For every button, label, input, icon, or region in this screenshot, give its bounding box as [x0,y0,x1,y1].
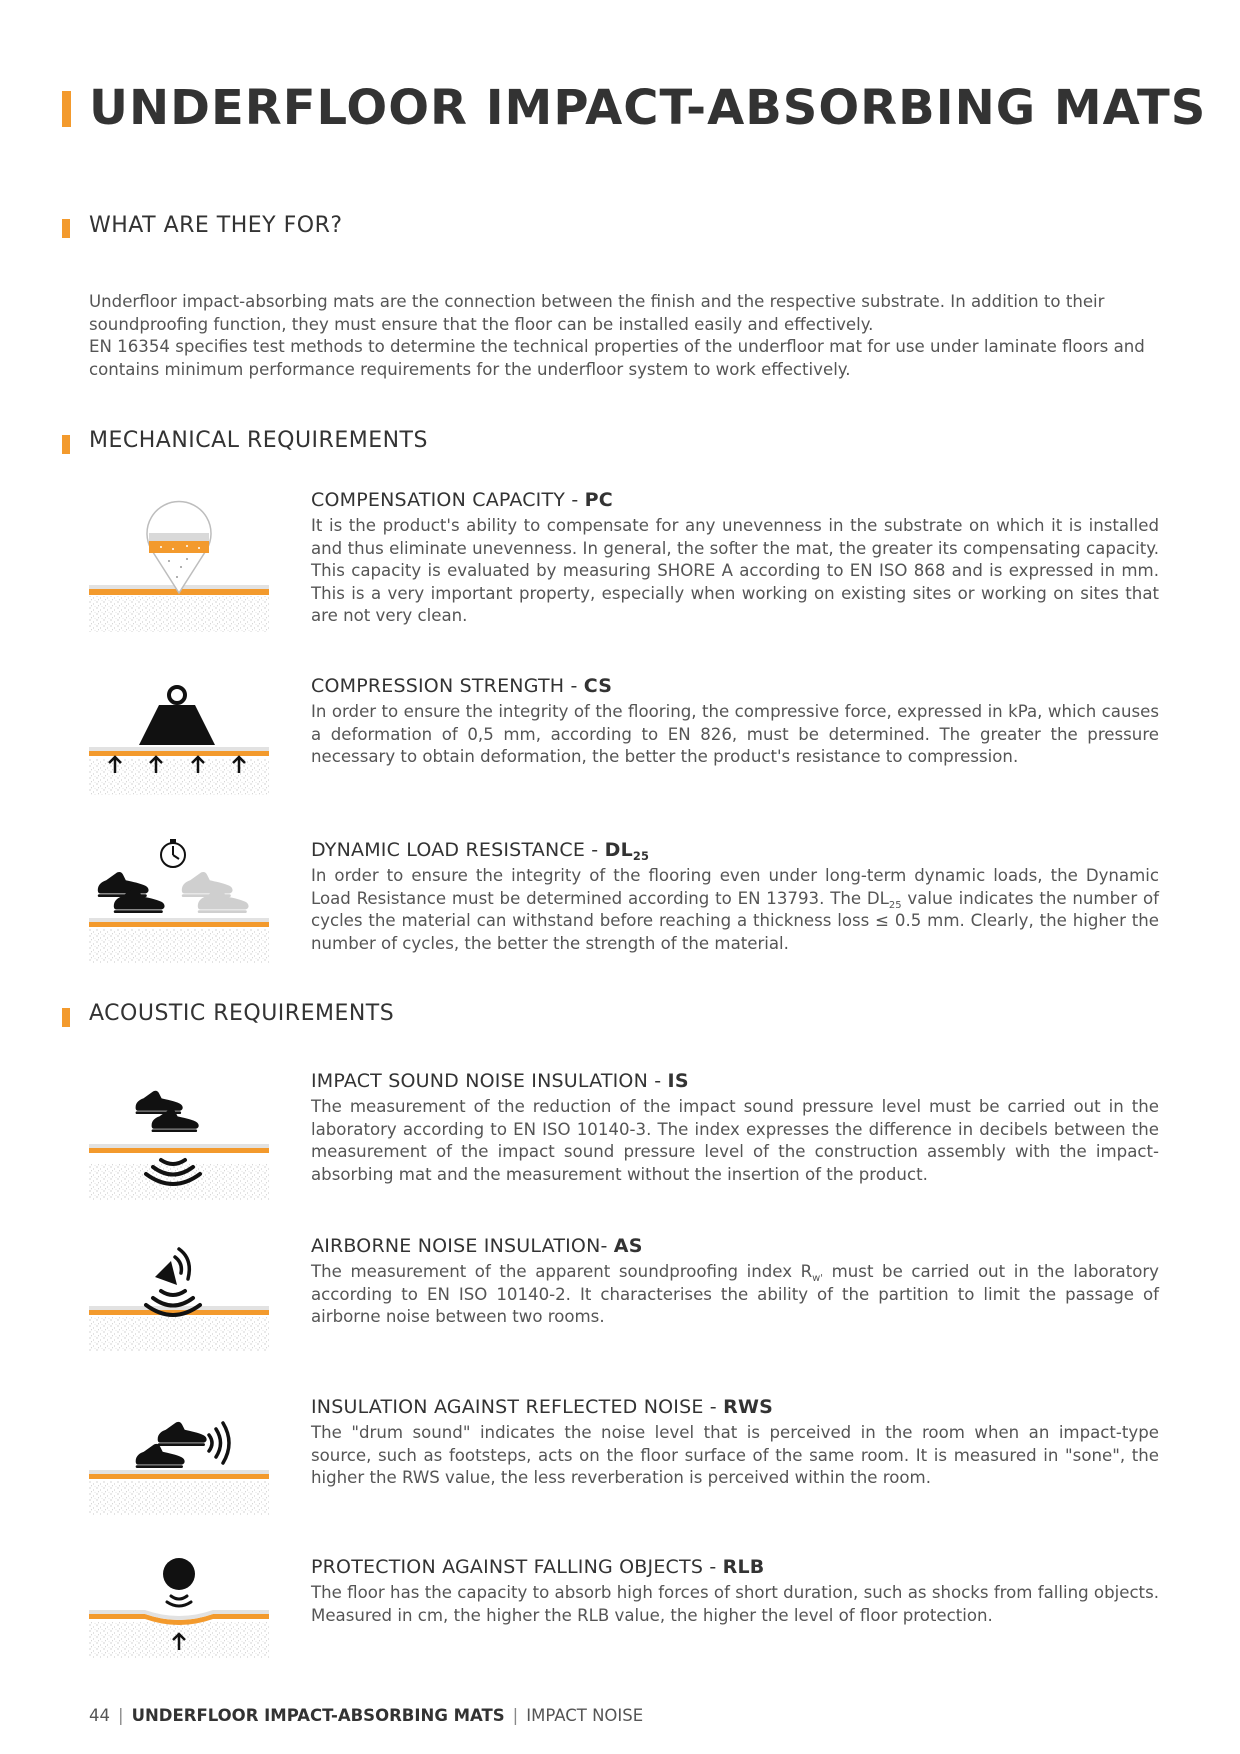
section-accent-bar [62,219,70,238]
page-footer [89,1706,643,1725]
requirement-description: It is the product's ability to compensate for any unevenness in the substrate on which it is installed and thus eliminate unevenness. In general, the softer the mat, the greater its compensating capacity. This capacity is evaluated by measuring SHORE A according to EN ISO 868 and is expressed in mm. This is a very important property, especially when working on existing sites or working on sites that are not very clean. [311,516,1159,625]
requirement-code: IS [667,1070,689,1092]
requirement-code: RLB [722,1556,765,1578]
footer-separator: | [512,1706,519,1725]
requirement-title: INSULATION AGAINST REFLECTED NOISE - RWS [311,1396,773,1418]
section-title-acoustic: ACOUSTIC REQUIREMENTS [89,1001,395,1026]
footer-chapter: UNDERFLOOR IMPACT-ABSORBING MATS [131,1706,505,1725]
requirement-compensation-capacity [89,487,1159,637]
requirement-reflected-noise-insulation [89,1397,1159,1547]
page-number: 44 [89,1706,110,1725]
requirement-code: RWS [723,1396,773,1418]
falling-ball-icon [89,1546,269,1696]
requirement-title: IMPACT SOUND NOISE INSULATION - IS [311,1070,689,1092]
requirement-compression-strength [89,675,1159,831]
requirement-description: In order to ensure the integrity of the flooring, the compressive force, expressed in kPa, which causes a deformation of 0,5 mm, according to EN 826, must be determined. The greater the pressure necessary to obtain deformation, the better the product's resistance to compression. [311,702,1159,766]
section-accent-bar [62,1008,70,1027]
section-title-what: WHAT ARE THEY FOR? [89,213,343,238]
requirement-code: DL [604,839,633,861]
footer-subchapter: IMPACT NOISE [526,1706,644,1725]
intro-text [89,291,1159,381]
impact-sound-icon [89,1070,269,1220]
requirement-title: AIRBORNE NOISE INSULATION- AS [311,1235,643,1257]
requirement-dynamic-load-resistance [89,833,1159,983]
requirement-code: CS [583,675,613,697]
reflected-noise-icon [89,1397,269,1547]
requirement-title: COMPENSATION CAPACITY - PC [311,489,613,511]
requirement-falling-objects-protection [89,1546,1159,1696]
requirement-title: DYNAMIC LOAD RESISTANCE - $DL_{25}$ [311,839,650,863]
requirement-code: PC [584,489,613,511]
section-title-mechanical: MECHANICAL REQUIREMENTS [89,428,428,453]
requirement-description: The measurement of the apparent soundproofing index $R_{w'}$ must be carried out in the laboratory according to EN ISO 10140-2. It characterises the ability of the partition to limit the passage of airborne noise between two rooms. [311,1262,1159,1326]
footer-separator: | [118,1706,124,1725]
title-accent-bar [62,91,71,127]
requirement-title: COMPRESSION STRENGTH - CS [311,675,613,697]
intro-paragraph: Underfloor impact-absorbing mats are the connection between the finish and the respective substrate. In addition to their soundproofing function, they must ensure that the floor can be installed easily and effectively. [89,292,1105,334]
intro-paragraph: EN 16354 specifies test methods to determine the technical properties of the underfloor mat for use under laminate floors and contains minimum performance requirements for the underfloor system to work effectively. [89,337,1145,379]
requirement-description: In order to ensure the integrity of the flooring even under long-term dynamic loads, the Dynamic Load Resistance must be determined according to EN 13793. The $DL_{25}$ value indicates the number of cycles the material can withstand before reaching a thickness loss ≤ 0.5 mm. Clearly, the higher the number of cycles, the better the strength of the material. [311,866,1159,953]
requirement-code: AS [613,1235,643,1257]
requirement-description: The measurement of the reduction of the impact sound pressure level must be carried out in the laboratory according to EN ISO 10140-3. The index expresses the difference in decibels between the measurement of the impact sound pressure level of the construction assembly with the impact-absorbing mat and the measurement without the insertion of the product. [311,1097,1159,1184]
page-title: UNDERFLOOR IMPACT-ABSORBING MATS [89,80,1207,136]
section-accent-bar [62,435,70,454]
shoes-stopwatch-icon [89,833,269,983]
requirement-airborne-noise-insulation [89,1235,1159,1391]
requirement-title: PROTECTION AGAINST FALLING OBJECTS - RLB [311,1556,765,1578]
requirement-description: The "drum sound" indicates the noise level that is perceived in the room when an impact-type source, such as footsteps, acts on the floor surface of the same room. It is measured in "sone", the higher the RWS value, the less reverberation is perceived within the room. [311,1423,1159,1487]
requirement-description: The floor has the capacity to absorb high forces of short duration, such as shocks from falling objects. Measured in cm, the higher the RLB value, the higher the level of floor protection. [311,1583,1159,1625]
compensation-drop-icon [89,487,269,637]
requirement-impact-sound-insulation [89,1070,1159,1220]
speaker-icon [89,1241,269,1391]
weight-icon [89,681,269,831]
